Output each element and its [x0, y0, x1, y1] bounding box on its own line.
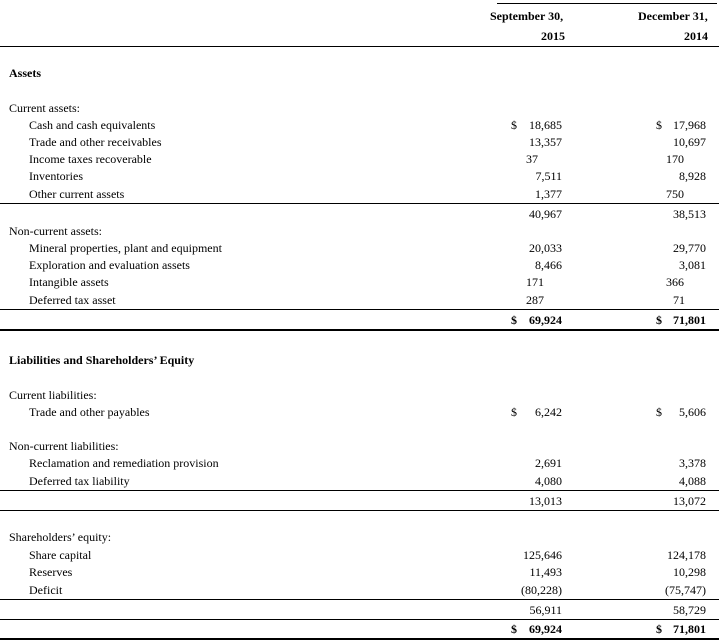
- noncurrent-liabilities-label: Non-current liabilities:: [9, 439, 119, 453]
- value-2014: 10,298: [673, 565, 706, 579]
- row-label: Cash and cash equivalents: [29, 118, 156, 132]
- col1-header-line2: 2015: [541, 29, 565, 43]
- liabilities-total-2014: 13,072: [673, 494, 706, 508]
- row-label: Reclamation and remediation provision: [29, 456, 219, 470]
- row-label: Deferred tax asset: [29, 293, 116, 307]
- dollar-sign: $: [656, 622, 662, 636]
- value-2015: (80,228): [521, 583, 562, 597]
- value-2014: 750: [666, 187, 684, 201]
- value-2014: 3,378: [679, 456, 706, 470]
- row-label: Intangible assets: [29, 275, 109, 289]
- value-2015: 13,357: [529, 135, 562, 149]
- col2-header-line1: December 31,: [638, 9, 708, 23]
- value-2015: 7,511: [535, 169, 562, 183]
- total-assets-2015: 69,924: [529, 313, 562, 327]
- dollar-sign: $: [656, 118, 662, 132]
- total-assets-rule: [0, 309, 719, 310]
- value-2014: 29,770: [673, 241, 706, 255]
- subtotal-rule: [0, 203, 719, 204]
- value-2015: 18,685: [529, 118, 562, 132]
- noncurrent-assets-label: Non-current assets:: [9, 224, 102, 238]
- row-label: Inventories: [29, 169, 83, 183]
- value-2015: 6,242: [535, 405, 562, 419]
- row-label: Deferred tax liability: [29, 474, 130, 488]
- subtotal-rule: [0, 599, 719, 600]
- value-2015: 37: [526, 152, 538, 166]
- current-assets-label: Current assets:: [9, 101, 80, 115]
- value-2015: 1,377: [535, 187, 562, 201]
- value-2015: 125,646: [523, 548, 562, 562]
- value-2015: 2,691: [535, 456, 562, 470]
- dollar-sign: $: [511, 313, 517, 327]
- equity-label: Shareholders’ equity:: [9, 530, 112, 544]
- total-liabilities-equity-2015: 69,924: [529, 622, 562, 636]
- row-label: Deficit: [29, 583, 63, 597]
- value-2015: 287: [526, 293, 544, 307]
- col1-header-line1: September 30,: [490, 9, 564, 23]
- dollar-sign: $: [511, 118, 517, 132]
- subtotal-rule: [0, 490, 719, 491]
- value-2015: 20,033: [529, 241, 562, 255]
- value-2014: 170: [666, 152, 684, 166]
- row-label: Reserves: [29, 565, 73, 579]
- value-2014: 4,088: [679, 474, 706, 488]
- row-label: Income taxes recoverable: [29, 152, 152, 166]
- value-2014: 17,968: [673, 118, 706, 132]
- value-2015: 11,493: [529, 565, 562, 579]
- total-rule: [0, 619, 719, 620]
- value-2014: (75,747): [665, 583, 706, 597]
- dollar-sign: $: [656, 313, 662, 327]
- dollar-sign: $: [511, 622, 517, 636]
- value-2015: 171: [526, 275, 544, 289]
- double-rule: [0, 329, 719, 331]
- liabilities-total-2015: 13,013: [529, 494, 562, 508]
- row-label: Trade and other receivables: [29, 135, 162, 149]
- header-rule: [0, 46, 719, 47]
- value-2014: 366: [666, 275, 684, 289]
- value-2014: 8,928: [679, 169, 706, 183]
- dollar-sign: $: [511, 405, 517, 419]
- value-2014: 71: [673, 293, 685, 307]
- value-2015: 8,466: [535, 258, 562, 272]
- equity-total-2015: 56,911: [529, 603, 562, 617]
- row-label: Exploration and evaluation assets: [29, 258, 190, 272]
- assets-title: Assets: [9, 66, 41, 80]
- double-rule: [0, 638, 719, 640]
- value-2015: 4,080: [535, 474, 562, 488]
- value-2014: 5,606: [679, 405, 706, 419]
- total-assets-2014: 71,801: [673, 313, 706, 327]
- liabilities-title: Liabilities and Shareholders’ Equity: [9, 353, 195, 367]
- row-label: Mineral properties, plant and equipment: [29, 241, 222, 255]
- value-2014: 124,178: [667, 548, 706, 562]
- current-assets-total-2014: 38,513: [673, 207, 706, 221]
- current-liabilities-label: Current liabilities:: [9, 388, 97, 402]
- row-label: Other current assets: [29, 187, 125, 201]
- value-2014: 10,697: [673, 135, 706, 149]
- row-label: Share capital: [29, 548, 92, 562]
- value-2014: 3,081: [679, 258, 706, 272]
- subtotal-rule: [0, 510, 719, 511]
- top-rule: [497, 3, 717, 4]
- row-label: Trade and other payables: [29, 405, 150, 419]
- total-liabilities-equity-2014: 71,801: [673, 622, 706, 636]
- current-assets-total-2015: 40,967: [529, 207, 562, 221]
- dollar-sign: $: [656, 405, 662, 419]
- col2-header-line2: 2014: [684, 29, 708, 43]
- equity-total-2014: 58,729: [673, 603, 706, 617]
